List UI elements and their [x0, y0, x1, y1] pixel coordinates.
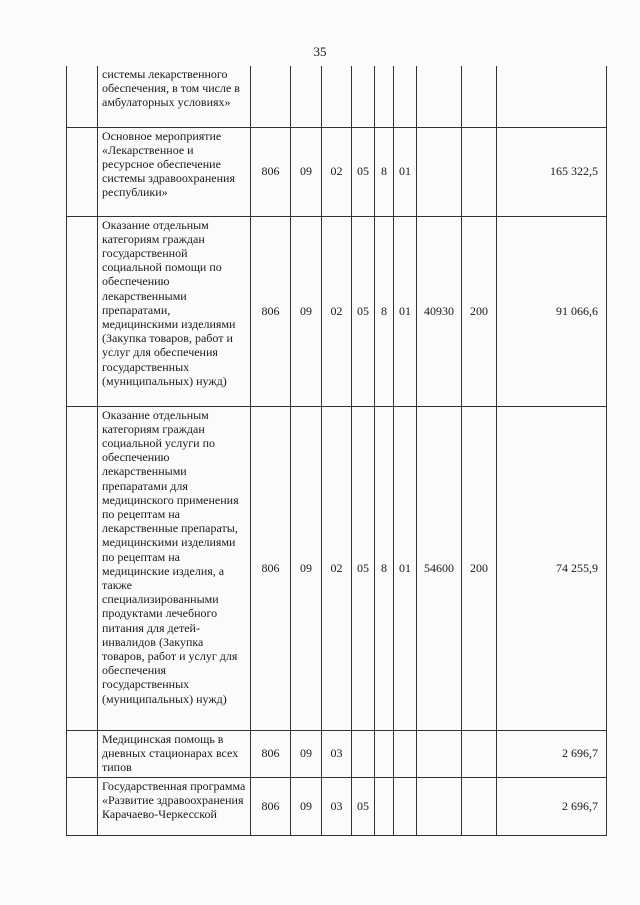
blank-cell [67, 66, 98, 127]
expense-type-code [462, 66, 497, 127]
section-code: 09 [291, 127, 322, 216]
table-row [67, 127, 607, 216]
amount: 2 696,7 [497, 777, 607, 835]
item-name: Основное мероприятие «Лекарственное и ресурсное обеспечение системы здравоохранения республики» [98, 127, 251, 216]
department-code: 806 [251, 127, 291, 216]
direction-code [417, 730, 462, 777]
section-code [291, 66, 322, 127]
item-name: Государственная программа «Развитие здравоохранения Карачаево-Черкесской [98, 777, 251, 835]
subsection-code [322, 66, 352, 127]
expense-type-code [462, 730, 497, 777]
expense-type-code: 200 [462, 406, 497, 730]
activity-code: 01 [394, 216, 417, 406]
direction-code [417, 66, 462, 127]
blank-cell [67, 730, 98, 777]
direction-code [417, 777, 462, 835]
direction-code [417, 127, 462, 216]
table-row [67, 406, 607, 730]
department-code: 806 [251, 216, 291, 406]
section-code: 09 [291, 216, 322, 406]
blank-cell [67, 777, 98, 835]
program-code: 05 [352, 777, 375, 835]
budget-table [66, 66, 607, 836]
program-code: 05 [352, 406, 375, 730]
subprogram-code [375, 66, 394, 127]
section-code: 09 [291, 777, 322, 835]
amount: 74 255,9 [497, 406, 607, 730]
department-code: 806 [251, 730, 291, 777]
activity-code: 01 [394, 127, 417, 216]
subprogram-code: 8 [375, 127, 394, 216]
program-code [352, 730, 375, 777]
direction-code: 40930 [417, 216, 462, 406]
program-code: 05 [352, 216, 375, 406]
department-code: 806 [251, 777, 291, 835]
subprogram-code [375, 777, 394, 835]
amount: 165 322,5 [497, 127, 607, 216]
activity-code [394, 66, 417, 127]
subsection-code: 02 [322, 216, 352, 406]
expense-type-code [462, 127, 497, 216]
blank-cell [67, 127, 98, 216]
blank-cell [67, 406, 98, 730]
expense-type-code: 200 [462, 216, 497, 406]
subprogram-code: 8 [375, 216, 394, 406]
expense-type-code [462, 777, 497, 835]
subsection-code: 03 [322, 730, 352, 777]
section-code: 09 [291, 730, 322, 777]
table-row [67, 730, 607, 777]
direction-code: 54600 [417, 406, 462, 730]
amount [497, 66, 607, 127]
activity-code [394, 777, 417, 835]
item-name: Медицинская помощь в дневных стационарах всех типов [98, 730, 251, 777]
subsection-code: 02 [322, 406, 352, 730]
program-code: 05 [352, 127, 375, 216]
page-number: 35 [313, 44, 327, 59]
department-code: 806 [251, 406, 291, 730]
section-code: 09 [291, 406, 322, 730]
subprogram-code [375, 730, 394, 777]
blank-cell [67, 216, 98, 406]
table-row [67, 66, 607, 127]
amount: 91 066,6 [497, 216, 607, 406]
program-code [352, 66, 375, 127]
table-row [67, 777, 607, 835]
item-name: Оказание отдельным категориям граждан государственной социальной помощи по обеспечению лекарственными препаратами, медицинскими изделиями (Закупка товаров, работ и услуг для обеспечения государственных (муниципальных) нужд) [98, 216, 251, 406]
subsection-code: 02 [322, 127, 352, 216]
activity-code [394, 730, 417, 777]
activity-code: 01 [394, 406, 417, 730]
amount: 2 696,7 [497, 730, 607, 777]
table-body [67, 66, 607, 835]
item-name: Оказание отдельным категориям граждан социальной услуги по обеспечению лекарственными препаратами для медицинского применения по рецептам на лекарственные препараты, медицинскими изделиями по рецептам на медицинские изделия, а также специализированными продуктами лечебного питания для детей-инвалидов (Закупка товаров, работ и услуг для обеспечения государственных (муниципальных) нужд) [98, 406, 251, 730]
item-name: системы лекарственного обеспечения, в том числе в амбулаторных условиях» [98, 66, 251, 127]
subprogram-code: 8 [375, 406, 394, 730]
table-row [67, 216, 607, 406]
department-code [251, 66, 291, 127]
subsection-code: 03 [322, 777, 352, 835]
